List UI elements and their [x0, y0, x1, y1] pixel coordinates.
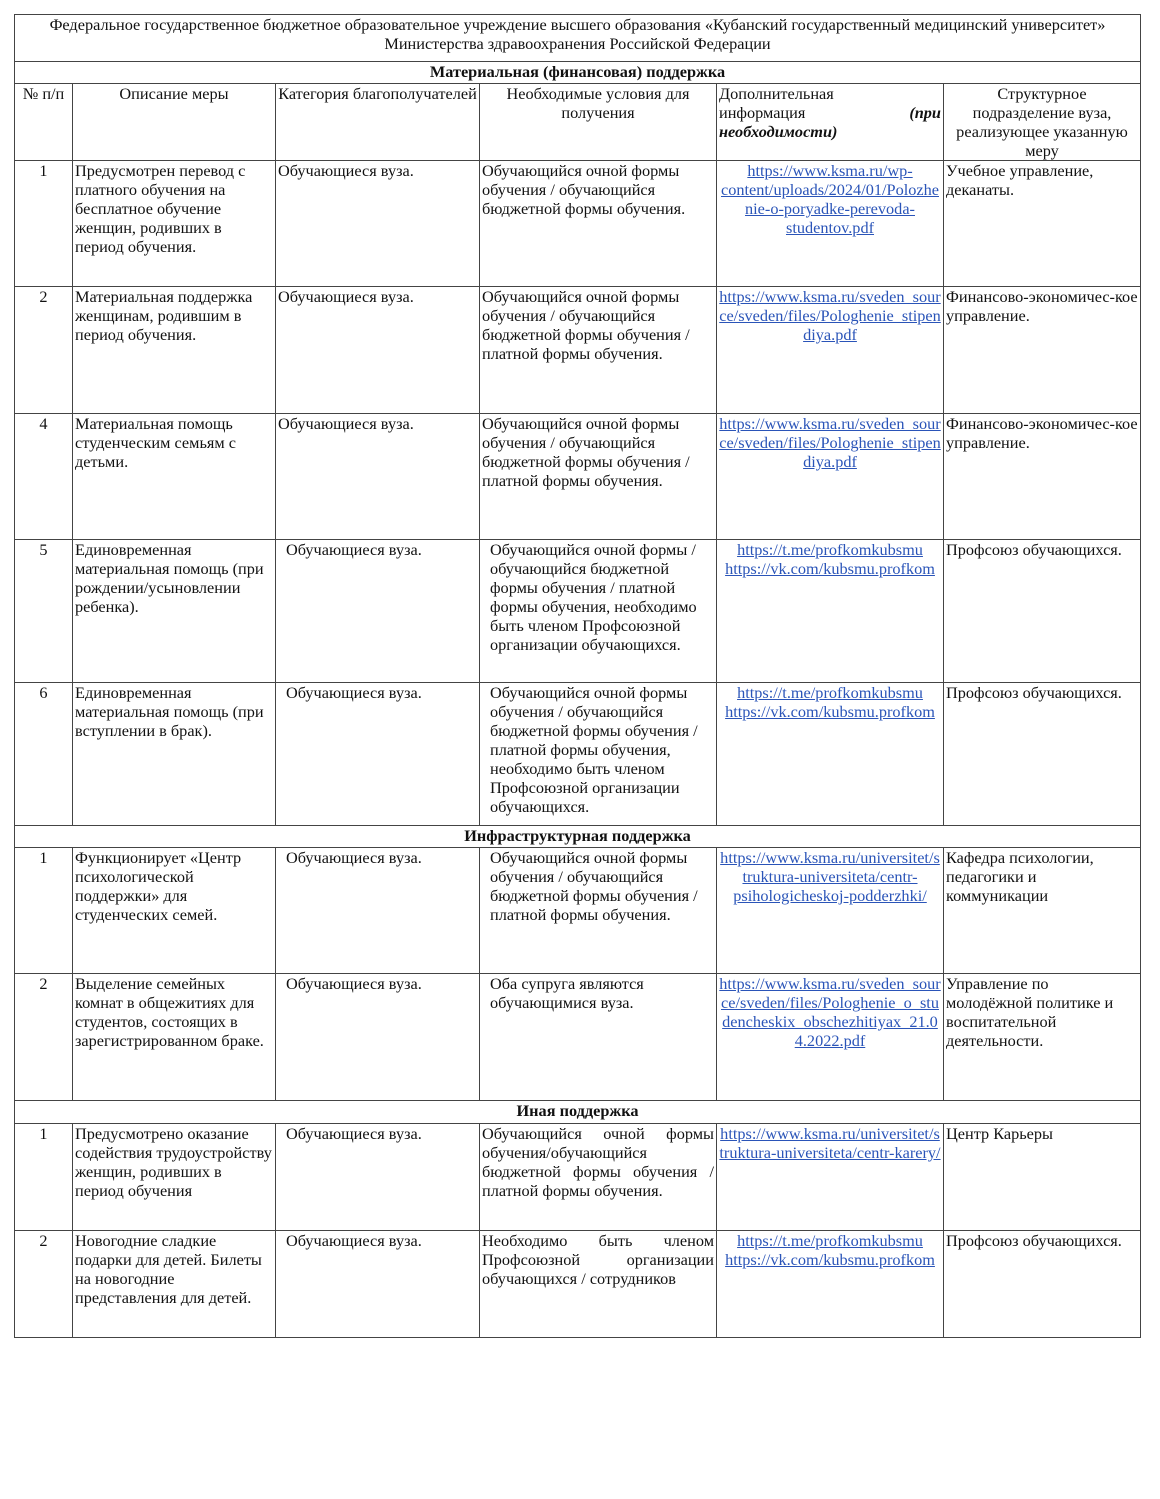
- section-title: Инфраструктурная поддержка: [15, 826, 1141, 848]
- table-row: [15, 161, 1141, 287]
- row-number: 2: [15, 974, 73, 1101]
- row-number: 4: [15, 414, 73, 540]
- document-link[interactable]: https://vk.com/kubsmu.profkom: [725, 1250, 935, 1269]
- row-unit: Учебное управление, деканаты.: [944, 161, 1141, 287]
- row-unit: Профсоюз обучающихся.: [944, 540, 1141, 683]
- row-number: 6: [15, 683, 73, 826]
- row-unit: Профсоюз обучающихся.: [944, 1231, 1141, 1338]
- row-description: Материальная поддержка женщинам, родившим в период обучения.: [73, 287, 276, 414]
- col-info-word: информация: [719, 103, 806, 122]
- document-link[interactable]: https://t.me/profkomkubsmu: [737, 540, 923, 559]
- document-link[interactable]: https://www.ksma.ru/universitet/struktura-universiteta/centr-karery/: [719, 1124, 941, 1162]
- section-title: Материальная (финансовая) поддержка: [15, 62, 1141, 84]
- document-link[interactable]: https://www.ksma.ru/sveden_source/sveden/files/Pologhenie_o_studencheskix_obschezhitiyax_21.04.2022.pdf: [719, 974, 941, 1050]
- row-links: [717, 161, 944, 287]
- org-header-row: [15, 15, 1141, 62]
- col-description-header: Описание меры: [73, 84, 276, 161]
- row-conditions: Необходимо быть членом Профсоюзной организации обучающихся / сотрудников: [480, 1231, 717, 1338]
- row-number: 2: [15, 287, 73, 414]
- table-row: [15, 848, 1141, 974]
- row-description: Выделение семейных комнат в общежитиях для студентов, состоящих в зарегистрированном браке.: [73, 974, 276, 1101]
- row-category: Обучающиеся вуза.: [276, 683, 480, 826]
- row-description: Единовременная материальная помощь (при вступлении в брак).: [73, 683, 276, 826]
- row-unit: Финансово-экономичес-кое управление.: [944, 287, 1141, 414]
- row-category: Обучающиеся вуза.: [276, 1124, 480, 1231]
- row-number: 1: [15, 1124, 73, 1231]
- row-links: [717, 540, 944, 683]
- col-info-em-a: (при: [909, 103, 941, 122]
- row-links: [717, 414, 944, 540]
- document-link[interactable]: https://t.me/profkomkubsmu: [737, 683, 923, 702]
- row-description: Функционирует «Центр психологической поддержки» для студенческих семей.: [73, 848, 276, 974]
- row-links: [717, 1124, 944, 1231]
- section-title: Иная поддержка: [15, 1101, 1141, 1124]
- row-unit: Финансово-экономичес-кое управление.: [944, 414, 1141, 540]
- row-unit: Кафедра психологии, педагогики и коммуникации: [944, 848, 1141, 974]
- document-link[interactable]: https://vk.com/kubsmu.profkom: [725, 702, 935, 721]
- col-num-header: № п/п: [15, 84, 73, 161]
- row-description: Материальная помощь студенческим семьям с детьми.: [73, 414, 276, 540]
- row-conditions: Обучающийся очной формы обучения / обучающийся бюджетной формы обучения / платной формы обучения.: [480, 414, 717, 540]
- row-category: Обучающиеся вуза.: [276, 974, 480, 1101]
- row-links: [717, 1231, 944, 1338]
- row-number: 5: [15, 540, 73, 683]
- col-unit-header: Структурное подразделение вуза, реализующее указанную меру: [944, 84, 1141, 161]
- document-link[interactable]: https://www.ksma.ru/universitet/struktura-universiteta/centr-psihologicheskoj-podderzhki/: [720, 848, 940, 905]
- row-conditions: Обучающийся очной формы обучения / обучающийся бюджетной формы обучения / платной формы обучения.: [480, 287, 717, 414]
- row-category: Обучающиеся вуза.: [276, 161, 480, 287]
- section-header-row: [15, 1101, 1141, 1124]
- table-row: [15, 540, 1141, 683]
- document-link[interactable]: https://www.ksma.ru/sveden_source/sveden/files/Pologhenie_stipendiya.pdf: [719, 287, 941, 344]
- table-row: [15, 1231, 1141, 1338]
- row-unit: Профсоюз обучающихся.: [944, 683, 1141, 826]
- row-description: Новогодние сладкие подарки для детей. Билеты на новогодние представления для детей.: [73, 1231, 276, 1338]
- col-category-header: Категория благополучателей: [276, 84, 480, 161]
- col-info-header: [717, 84, 944, 161]
- table-row: [15, 974, 1141, 1101]
- col-info-line: [719, 103, 941, 122]
- table-row: [15, 287, 1141, 414]
- document-link[interactable]: https://www.ksma.ru/sveden_source/sveden/files/Pologhenie_stipendiya.pdf: [719, 414, 941, 471]
- row-unit: Центр Карьеры: [944, 1124, 1141, 1231]
- row-description: Предусмотрено оказание содействия трудоустройству женщин, родивших в период обучения: [73, 1124, 276, 1231]
- row-category: Обучающиеся вуза.: [276, 540, 480, 683]
- row-category: Обучающиеся вуза.: [276, 1231, 480, 1338]
- col-info-title: Дополнительная: [719, 84, 834, 103]
- row-links: [717, 683, 944, 826]
- org-header: Федеральное государственное бюджетное образовательное учреждение высшего образования «Кубанский государственный медицинский университет» Министерства здравоохранения Российской Федерации: [15, 15, 1141, 62]
- row-number: 1: [15, 161, 73, 287]
- table-row: [15, 414, 1141, 540]
- row-conditions: Обучающийся очной формы обучения / обучающийся бюджетной формы обучения /платной формы обучения.: [480, 848, 717, 974]
- col-info-em-b: необходимости): [719, 122, 838, 141]
- section-header-row: [15, 62, 1141, 84]
- row-conditions: Оба супруга являются обучающимися вуза.: [480, 974, 717, 1101]
- section-header-row: [15, 826, 1141, 848]
- row-number: 2: [15, 1231, 73, 1338]
- table-row: [15, 1124, 1141, 1231]
- row-conditions: Обучающийся очной формы / обучающийся бюджетной формы обучения / платной формы обучения, необходимо быть членом Профсоюзной организации обучающихся.: [480, 540, 717, 683]
- row-links: [717, 287, 944, 414]
- row-description: Предусмотрен перевод с платного обучения на бесплатное обучение женщин, родивших в период обучения.: [73, 161, 276, 287]
- row-category: Обучающиеся вуза.: [276, 414, 480, 540]
- row-number: 1: [15, 848, 73, 974]
- row-links: [717, 848, 944, 974]
- column-header-row: [15, 84, 1141, 161]
- row-description: Единовременная материальная помощь (при рождении/усыновлении ребенка).: [73, 540, 276, 683]
- row-unit: Управление по молодёжной политике и воспитательной деятельности.: [944, 974, 1141, 1101]
- col-conditions-header: Необходимые условия для получения: [480, 84, 717, 161]
- row-links: [717, 974, 944, 1101]
- row-category: Обучающиеся вуза.: [276, 287, 480, 414]
- document-link[interactable]: https://vk.com/kubsmu.profkom: [725, 559, 935, 578]
- table-row: [15, 683, 1141, 826]
- document-link[interactable]: https://t.me/profkomkubsmu: [737, 1231, 923, 1250]
- row-conditions: Обучающийся очной формы обучения / обучающийся бюджетной формы обучения / платной формы обучения, необходимо быть членом Профсоюзной организации обучающихся.: [480, 683, 717, 826]
- row-conditions: Обучающийся очной формы обучения / обучающийся бюджетной формы обучения.: [480, 161, 717, 287]
- row-conditions: Обучающийся очной формы обучения/обучающийся бюджетной формы обучения /платной формы обучения.: [480, 1124, 717, 1231]
- row-category: Обучающиеся вуза.: [276, 848, 480, 974]
- support-measures-table: [14, 14, 1141, 1338]
- document-link[interactable]: https://www.ksma.ru/wp-content/uploads/2024/01/Polozhenie-o-poryadke-perevoda-studentov.pdf: [721, 161, 939, 237]
